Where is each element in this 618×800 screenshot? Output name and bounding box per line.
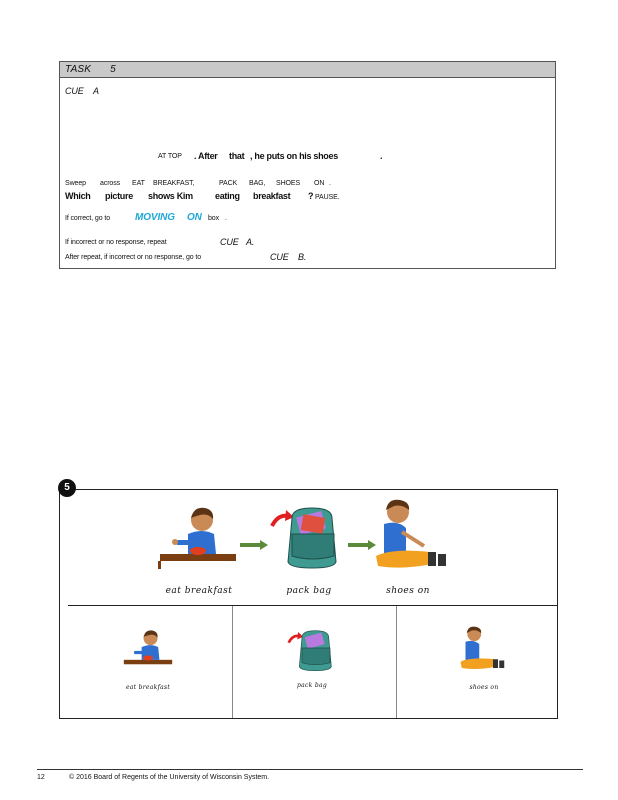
eating-text: eating [215,191,240,201]
sequence-caption-shoes: shoes on [386,586,430,596]
question-mark: ? [308,191,314,201]
puts-on-shoes-text: , he puts on his shoes [250,151,338,161]
task-number: 5 [110,64,116,75]
which-text: Which [65,191,91,201]
choice-pack-bag-picture[interactable] [286,628,338,672]
line1-end: . [380,151,383,161]
pack-text: PACK [219,180,238,187]
after-text: After [198,151,218,161]
choice-caption-shoes: shoes on [469,684,499,691]
on-text: ON [314,180,325,187]
task-label: TASK [65,64,92,75]
sweep-dot: . [329,180,331,187]
choice-caption-eat: eat breakfast [125,684,171,691]
eat-text: EAT [132,180,145,187]
picture-text: picture [105,191,133,201]
after-repeat-text: After repeat, if incorrect or no response, go to [65,254,202,261]
breakfast-text: breakfast [253,191,291,201]
moving-on-text: ON [187,212,202,223]
if-correct-text: If correct, go to [65,215,110,222]
choice-divider-2 [396,606,397,718]
choice-divider-1 [232,606,233,718]
eat-breakfast-picture [158,504,238,570]
at-top-text: AT TOP [158,153,182,160]
choice-caption-pack: pack bag [297,682,327,689]
task-box [59,61,556,269]
page-number: 12 [37,774,45,781]
line1-dot: . [194,151,197,161]
copyright-text: © 2016 Board of Regents of the University of Wisconsin System. [69,774,270,781]
footer-rule [37,769,583,770]
picture-board [59,489,558,719]
shoes-on-picture [372,496,452,572]
if-incorrect-text: If incorrect or no response, repeat [65,239,167,246]
choice-eat-breakfast-picture[interactable] [122,628,174,670]
bag-text: BAG, [249,180,266,187]
across-text: across [100,180,121,187]
sequence-caption-eat: eat breakfast [165,586,233,596]
cue-a-letter: A [93,86,99,96]
task-header [60,62,555,78]
pause-text: PAUSE. [315,194,340,201]
shoes-text: SHOES [276,180,301,187]
board-number-badge: 5 [58,479,76,497]
choice-shoes-on-picture[interactable] [458,624,508,672]
arrow-right-icon [240,540,268,550]
moving-text: MOVING [135,212,175,223]
after-repeat-cue-label: CUE [270,252,289,262]
box-text: box [208,215,219,222]
correct-dot: . [225,215,227,222]
repeat-cue-label: CUE [220,237,239,247]
sequence-caption-pack: pack bag [286,586,332,596]
sweep-text: Sweep [65,180,86,187]
breakfast-caps-text: BREAKFAST, [153,180,195,187]
shows-kim-text: shows Kim [148,191,193,201]
repeat-cue-letter: A. [246,237,255,247]
board-divider [68,605,557,606]
cue-a-label: CUE [65,86,84,96]
after-repeat-cue-letter: B. [298,252,307,262]
that-text: that [229,151,245,161]
pack-bag-picture [268,504,346,570]
